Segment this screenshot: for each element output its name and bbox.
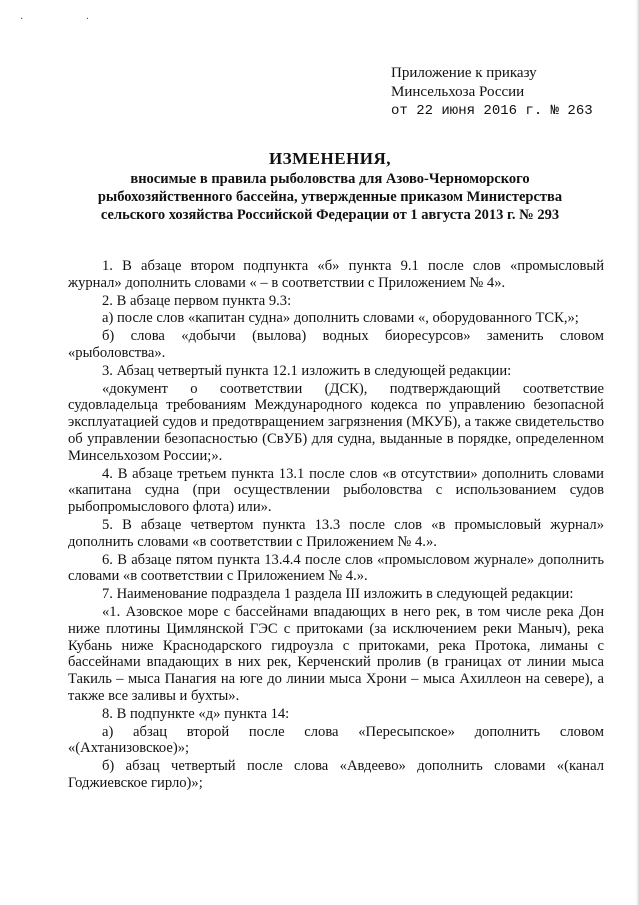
paragraph-2: 2. В абзаце первом пункта 9.3: <box>102 292 292 309</box>
header-date-line: от 22 июня 2016 г. № 263 <box>391 103 593 119</box>
paragraph-8: 8. В подпункте «д» пункта 14: <box>102 705 290 722</box>
paragraph-7-quote: «1. Азовское море с бассейнами впадающих в него рек, в том числе река Дон ниже плотины Цимлянской ГЭС с притоками (за исключением реки Маныч), река Кубань ниже Краснодарского гидроузла с притоками, река Протока, лиманы с бассейнами впадающих в них рек, Керченский пролив (в границах от линии мыса Такиль – мыса Панагия на юге до линии мыса Хрони – мыса Ахиллеон на севере), а также все заливы и бухты». <box>68 603 604 704</box>
paragraph-6: 6. В абзаце пятом пункта 13.4.4 после слов «промысловом журнале» дополнить словами «в соответствии с Приложением № 4.». <box>68 551 604 585</box>
paragraph-3: 3. Абзац четвертый пункта 12.1 изложить в следующей редакции: <box>102 362 512 379</box>
paragraph-2a: а) после слов «капитан судна» дополнить словами «, оборудованного ТСК,»; <box>102 310 579 327</box>
paragraph-3-quote: «документ о соответствии (ДСК), подтверждающий соответствие судовладельца требованиям Международного кодекса по управлению безопасной эксплуатацией судов и предотвращением загрязнения (МКУБ), а также свидетельство об управлении безопасностью (СвУБ) для судна, выданные в порядке, определенном Минсельхозом России;». <box>68 380 604 464</box>
approval-header <box>391 64 593 121</box>
header-line-1: Приложение к приказу <box>391 65 537 81</box>
title-line-2: рыбохозяйственного бассейна, утвержденные приказом Министерства <box>97 189 563 205</box>
title-line-1: вносимые в правила рыболовства для Азово-Черноморского <box>130 171 530 187</box>
document-body <box>68 258 604 792</box>
paragraph-2b: б) слова «добычи (вылова) водных биоресурсов» заменить словом «рыболовства». <box>68 328 604 361</box>
title-main: ИЗМЕНЕНИЯ, <box>268 149 392 168</box>
scan-edge <box>636 0 640 905</box>
paragraph-8a: а) абзац второй после слова «Пересыпское» дополнить словом «(Ахтанизовское)»; <box>68 723 604 757</box>
paragraph-8b: б) абзац четвертый после слова «Авдеево» дополнить словами «(канал Годжиевское гирло)»; <box>68 758 604 791</box>
document-title <box>60 148 600 224</box>
paragraph-4: 4. В абзаце третьем пункта 13.1 после слов «в отсутствии» дополнить словами «капитана судна (при осуществлении рыболовства с использованием судов рыбопромыслового флота) или». <box>68 465 604 516</box>
title-line-3: сельского хозяйства Российской Федерации от 1 августа 2013 г. № 293 <box>100 207 560 223</box>
paragraph-5: 5. В абзаце четвертом пункта 13.3 после слов «в промысловый журнал» дополнить словами «в соответствии с Приложением № 4.». <box>68 516 604 550</box>
header-line-2: Минсельхоза России <box>391 84 525 100</box>
scan-artifact-dots: · · <box>20 14 120 25</box>
paragraph-7: 7. Наименование подраздела 1 раздела III изложить в следующей редакции: <box>102 586 574 603</box>
paragraph-1: 1. В абзаце втором подпункта «б» пункта 9.1 после слов «промысловый журнал» дополнить словами « – в соответствии с Приложением № 4». <box>68 258 604 291</box>
